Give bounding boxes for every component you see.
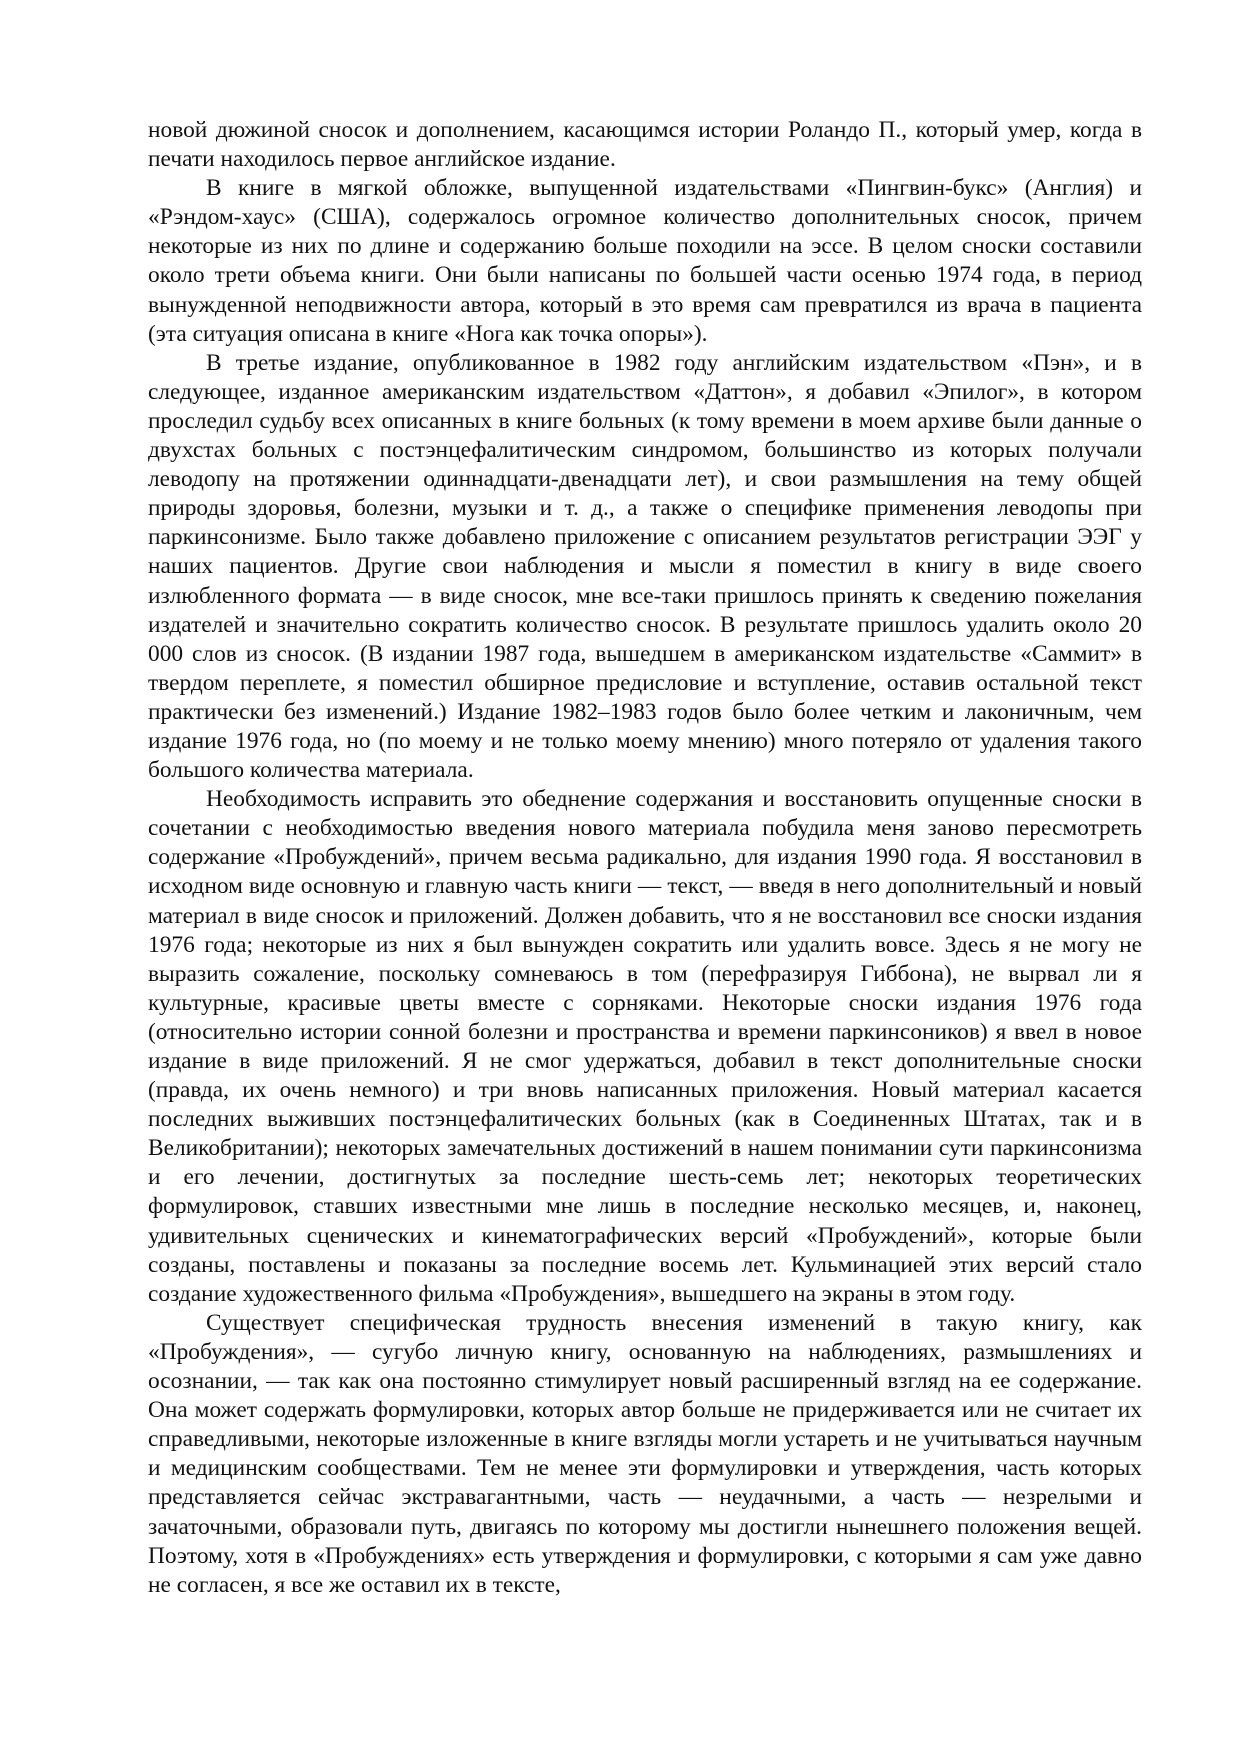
paragraph-continued: новой дюжиной сносок и дополнением, касающимся истории Роландо П., который умер, когда в печати находилось первое английское издание. [148,117,1142,173]
paragraph-1990-edition: Необходимость исправить это обеднение содержания и восстановить опущенные сноски в сочетании с необходимостью введения нового материала побудила меня заново пересмотреть содержание «Пробуждений», причем весьма радикально, для издания 1990 года. Я восстановил в исходном виде основную и главную часть книги — текст, — введя в него дополнительный и новый материал в виде сносок и приложений. Должен добавить, что я не восстановил все сноски издания 1976 года; некоторые из них я был вынужден сократить или удалить вовсе. Здесь я не могу не выразить сожаление, поскольку сомневаюсь в том (перефразируя Гиббона), не вырвал ли я культурные, красивые цветы вместе с сорняками. Некоторые сноски издания 1976 года (относительно истории сонной болезни и пространства и времени паркинсоников) я ввел в новое издание в виде приложений. Я не смог удержаться, добавил в текст дополнительные сноски (правда, их очень немного) и три вновь написанных приложения. Новый материал касается последних выживших постэнцефалитических больных (как в Соединенных Штатах, так и в Великобритании); некоторых замечательных достижений в нашем понимании сути паркинсонизма и его лечении, достигнутых за последние шесть-семь лет; некоторых теоретических формулировок, ставших известными мне лишь в последние несколько месяцев, и, наконец, удивительных сценических и кинематографических версий «Пробуждений», которые были созданы, поставлены и показаны за последние восемь лет. Кульминацией этих версий стало создание художественного фильма «Пробуждения», вышедшего на экраны в этом году. [148,786,1142,1307]
paragraph-revision-difficulty: Существует специфическая трудность внесения изменений в такую книгу, как «Пробуждения», — сугубо личную книгу, основанную на наблюдениях, размышлениях и осознании, — так как она постоянно стимулирует новый расширенный взгляд на ее содержание. Она может содержать формулировки, которых автор больше не придерживается или не считает их справедливыми, некоторые изложенные в книге взгляды могли устареть и не учитываться научным и медицинским сообществами. Тем не менее эти формулировки и утверждения, часть которых представляется сейчас экстравагантными, часть — неудачными, а часть — незрелыми и зачаточными, образовали путь, двигаясь по которому мы достигли нынешнего положения вещей. Поэтому, хотя в «Пробуждениях» есть утверждения и формулировки, с которыми я сам уже давно не согласен, я все же оставил их в тексте, [148,1309,1142,1598]
document-page [148,116,1142,1600]
paragraph-third-edition: В третье издание, опубликованное в 1982 году английским издательством «Пэн», и в следующее, изданное американским издательством «Даттон», я добавил «Эпилог», в котором проследил судьбу всех описанных в книге больных (к тому времени в моем архиве были данные о двухстах больных с постэнцефалитическим синдромом, большинство из которых получали леводопу на протяжении одиннадцати-двенадцати лет), и свои размышления на тему общей природы здоровья, болезни, музыки и т. д., а также о специфике применения леводопы при паркинсонизме. Было также добавлено приложение с описанием результатов регистрации ЭЭГ у наших пациентов. Другие свои наблюдения и мысли я поместил в книгу в виде своего излюбленного формата — в виде сносок, мне все-таки пришлось принять к сведению пожелания издателей и значительно сократить количество сносок. В результате пришлось удалить около 20 000 слов из сносок. (В издании 1987 года, вышедшем в американском издательстве «Саммит» в твердом переплете, я поместил обширное предисловие и вступление, оставив остальной текст практически без изменений.) Издание 1982–1983 годов было более четким и лаконичным, чем издание 1976 года, но (по моему и не только моему мнению) много потеряло от удаления такого большого количества материала. [148,349,1142,784]
paragraph-paperback-edition: В книге в мягкой обложке, выпущенной издательствами «Пингвин-букс» (Англия) и «Рэндом-хаус» (США), содержалось огромное количество дополнительных сносок, причем некоторые из них по длине и содержанию больше походили на эссе. В целом сноски составили около трети объема книги. Они были написаны по большей части осенью 1974 года, в период вынужденной неподвижности автора, который в это время сам превратился из врача в пациента (эта ситуация описана в книге «Нога как точка опоры»). [148,175,1142,347]
